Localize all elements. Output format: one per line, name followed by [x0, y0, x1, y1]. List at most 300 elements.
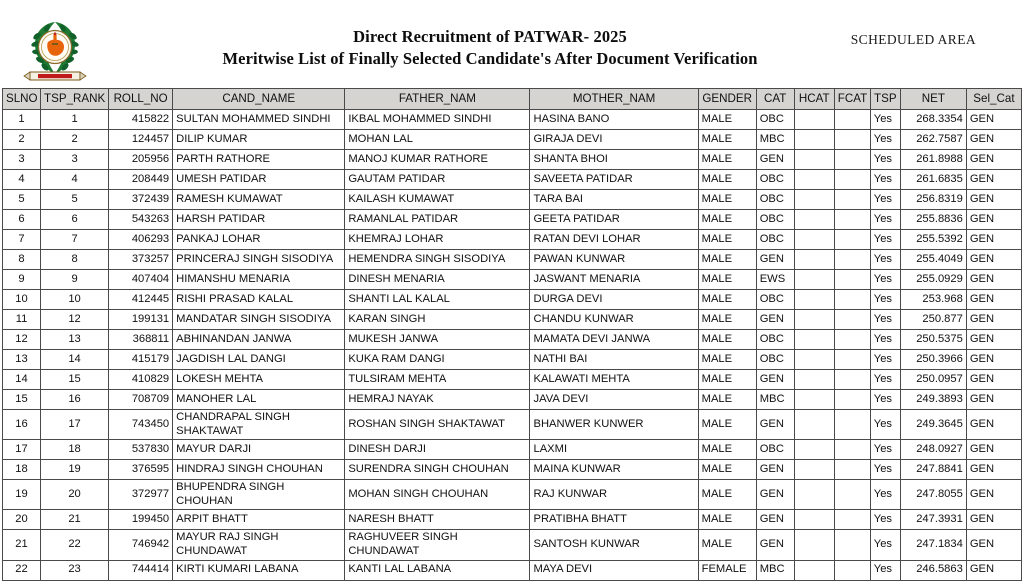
cell-cand-name: HIMANSHU MENARIA — [173, 270, 345, 290]
cell-gender: FEMALE — [698, 560, 756, 580]
cell-tsp: Yes — [870, 560, 900, 580]
cell-fcat — [834, 190, 870, 210]
table-row[interactable] — [3, 190, 1022, 210]
cell-tsp: Yes — [870, 370, 900, 390]
cell-tsp: Yes — [870, 210, 900, 230]
cell-sel-cat: GEN — [966, 230, 1021, 250]
cell-hcat — [794, 230, 834, 250]
cell-father-nam: GAUTAM PATIDAR — [345, 170, 530, 190]
cell-hcat — [794, 170, 834, 190]
cell-gender: MALE — [698, 150, 756, 170]
column-header-slno[interactable]: SLNO — [3, 89, 41, 110]
cell-net: 250.5375 — [900, 330, 966, 350]
cell-sel-cat: GEN — [966, 110, 1021, 130]
table-row[interactable] — [3, 460, 1022, 480]
cell-hcat — [794, 410, 834, 440]
cell-tsp: Yes — [870, 130, 900, 150]
cell-roll-no: 410829 — [109, 370, 173, 390]
cell-cand-name: ABHINANDAN JANWA — [173, 330, 345, 350]
cell-gender: MALE — [698, 290, 756, 310]
table-row[interactable] — [3, 480, 1022, 510]
cell-slno: 19 — [3, 480, 41, 510]
table-header-row — [3, 89, 1022, 110]
cell-cat: GEN — [756, 410, 794, 440]
cell-mother-nam: KALAWATI MEHTA — [530, 370, 698, 390]
cell-cat: OBC — [756, 210, 794, 230]
cell-cat: GEN — [756, 480, 794, 510]
cell-roll-no: 372439 — [109, 190, 173, 210]
cell-roll-no: 743450 — [109, 410, 173, 440]
cell-slno: 10 — [3, 290, 41, 310]
cell-father-nam: DINESH DARJI — [345, 440, 530, 460]
cell-tsp-rank: 10 — [41, 290, 109, 310]
cell-father-nam: SURENDRA SINGH CHOUHAN — [345, 460, 530, 480]
scheduled-area-label: SCHEDULED AREA — [850, 32, 976, 47]
cell-roll-no: 537830 — [109, 440, 173, 460]
cell-sel-cat: GEN — [966, 290, 1021, 310]
cell-net: 249.3893 — [900, 390, 966, 410]
cell-cand-name: PARTH RATHORE — [173, 150, 345, 170]
cell-slno: 14 — [3, 370, 41, 390]
cell-cand-name: RISHI PRASAD KALAL — [173, 290, 345, 310]
cell-fcat — [834, 510, 870, 530]
cell-gender: MALE — [698, 350, 756, 370]
cell-fcat — [834, 250, 870, 270]
cell-net: 248.0927 — [900, 440, 966, 460]
table-row[interactable] — [3, 530, 1022, 560]
cell-roll-no: 208449 — [109, 170, 173, 190]
cell-fcat — [834, 390, 870, 410]
cell-slno: 16 — [3, 410, 41, 440]
cell-tsp-rank: 1 — [41, 110, 109, 130]
cell-sel-cat: GEN — [966, 170, 1021, 190]
table-row[interactable] — [3, 440, 1022, 460]
cell-sel-cat: GEN — [966, 390, 1021, 410]
cell-roll-no: 746942 — [109, 530, 173, 560]
cell-net: 268.3354 — [900, 110, 966, 130]
cell-roll-no: 744414 — [109, 560, 173, 580]
cell-mother-nam: MAYA DEVI — [530, 560, 698, 580]
cell-father-nam: DINESH MENARIA — [345, 270, 530, 290]
cell-fcat — [834, 130, 870, 150]
cell-fcat — [834, 560, 870, 580]
column-header-father-nam[interactable]: FATHER_NAM — [345, 89, 530, 110]
cell-sel-cat: GEN — [966, 330, 1021, 350]
cell-cat: OBC — [756, 230, 794, 250]
cell-cat: EWS — [756, 270, 794, 290]
cell-tsp: Yes — [870, 510, 900, 530]
cell-slno: 3 — [3, 150, 41, 170]
cell-tsp-rank: 4 — [41, 170, 109, 190]
cell-father-nam: MANOJ KUMAR RATHORE — [345, 150, 530, 170]
cell-roll-no: 376595 — [109, 460, 173, 480]
cell-gender: MALE — [698, 530, 756, 560]
cell-sel-cat: GEN — [966, 530, 1021, 560]
cell-tsp: Yes — [870, 350, 900, 370]
cell-cat: OBC — [756, 190, 794, 210]
cell-fcat — [834, 110, 870, 130]
cell-cat: GEN — [756, 310, 794, 330]
cell-mother-nam: MAINA KUNWAR — [530, 460, 698, 480]
cell-cand-name: LOKESH MEHTA — [173, 370, 345, 390]
column-header-tsp[interactable]: TSP — [870, 89, 900, 110]
table-row[interactable] — [3, 230, 1022, 250]
cell-gender: MALE — [698, 370, 756, 390]
cell-father-nam: KUKA RAM DANGI — [345, 350, 530, 370]
cell-roll-no: 412445 — [109, 290, 173, 310]
cell-gender: MALE — [698, 410, 756, 440]
cell-mother-nam: LAXMI — [530, 440, 698, 460]
cell-cand-name: MANOHER LAL — [173, 390, 345, 410]
column-header-cand-name[interactable]: CAND_NAME — [173, 89, 345, 110]
cell-hcat — [794, 560, 834, 580]
cell-hcat — [794, 350, 834, 370]
cell-slno: 11 — [3, 310, 41, 330]
cell-fcat — [834, 330, 870, 350]
cell-mother-nam: RATAN DEVI LOHAR — [530, 230, 698, 250]
cell-father-nam: MOHAN LAL — [345, 130, 530, 150]
cell-cand-name: CHANDRAPAL SINGH SHAKTAWAT — [173, 410, 345, 440]
cell-hcat — [794, 130, 834, 150]
cell-mother-nam: SAVEETA PATIDAR — [530, 170, 698, 190]
cell-slno: 6 — [3, 210, 41, 230]
cell-net: 256.8319 — [900, 190, 966, 210]
cell-slno: 1 — [3, 110, 41, 130]
cell-gender: MALE — [698, 210, 756, 230]
cell-father-nam: KHEMRAJ LOHAR — [345, 230, 530, 250]
cell-gender: MALE — [698, 250, 756, 270]
cell-sel-cat: GEN — [966, 210, 1021, 230]
table-row[interactable] — [3, 350, 1022, 370]
merit-table-container — [0, 88, 1024, 581]
cell-father-nam: TULSIRAM MEHTA — [345, 370, 530, 390]
cell-hcat — [794, 510, 834, 530]
cell-cand-name: MAYUR RAJ SINGH CHUNDAWAT — [173, 530, 345, 560]
cell-tsp-rank: 12 — [41, 310, 109, 330]
cell-cat: OBC — [756, 170, 794, 190]
cell-fcat — [834, 270, 870, 290]
cell-father-nam: KARAN SINGH — [345, 310, 530, 330]
cell-hcat — [794, 530, 834, 560]
cell-tsp: Yes — [870, 310, 900, 330]
cell-sel-cat: GEN — [966, 150, 1021, 170]
cell-tsp: Yes — [870, 390, 900, 410]
cell-hcat — [794, 460, 834, 480]
table-row[interactable] — [3, 130, 1022, 150]
cell-net: 255.5392 — [900, 230, 966, 250]
cell-cand-name: BHUPENDRA SINGH CHOUHAN — [173, 480, 345, 510]
table-row[interactable] — [3, 330, 1022, 350]
cell-tsp-rank: 15 — [41, 370, 109, 390]
cell-slno: 22 — [3, 560, 41, 580]
cell-gender: MALE — [698, 310, 756, 330]
cell-net: 246.5863 — [900, 560, 966, 580]
cell-cat: OBC — [756, 290, 794, 310]
column-header-gender[interactable]: GENDER — [698, 89, 756, 110]
cell-mother-nam: TARA BAI — [530, 190, 698, 210]
cell-tsp: Yes — [870, 440, 900, 460]
cell-tsp: Yes — [870, 330, 900, 350]
cell-sel-cat: GEN — [966, 190, 1021, 210]
cell-father-nam: NARESH BHATT — [345, 510, 530, 530]
cell-gender: MALE — [698, 170, 756, 190]
cell-father-nam: IKBAL MOHAMMED SINDHI — [345, 110, 530, 130]
cell-cand-name: KIRTI KUMARI LABANA — [173, 560, 345, 580]
cell-tsp-rank: 13 — [41, 330, 109, 350]
cell-tsp-rank: 17 — [41, 410, 109, 440]
cell-gender: MALE — [698, 460, 756, 480]
cell-slno: 17 — [3, 440, 41, 460]
table-row[interactable] — [3, 170, 1022, 190]
cell-roll-no: 199131 — [109, 310, 173, 330]
table-body — [3, 110, 1022, 581]
cell-gender: MALE — [698, 510, 756, 530]
column-header-sel-cat[interactable]: Sel_Cat — [966, 89, 1021, 110]
column-header-cat[interactable]: CAT — [756, 89, 794, 110]
column-header-fcat[interactable]: FCAT — [834, 89, 870, 110]
cell-sel-cat: GEN — [966, 310, 1021, 330]
cell-fcat — [834, 150, 870, 170]
cell-father-nam: HEMRAJ NAYAK — [345, 390, 530, 410]
cell-cand-name: MANDATAR SINGH SISODIYA — [173, 310, 345, 330]
column-header-tsp-rank[interactable]: TSP_RANK — [41, 89, 109, 110]
cell-father-nam: KANTI LAL LABANA — [345, 560, 530, 580]
cell-father-nam: RAMANLAL PATIDAR — [345, 210, 530, 230]
cell-hcat — [794, 440, 834, 460]
cell-tsp-rank: 2 — [41, 130, 109, 150]
table-row[interactable] — [3, 410, 1022, 440]
cell-hcat — [794, 390, 834, 410]
cell-cand-name: JAGDISH LAL DANGI — [173, 350, 345, 370]
cell-gender: MALE — [698, 130, 756, 150]
cell-mother-nam: CHANDU KUNWAR — [530, 310, 698, 330]
cell-mother-nam: NATHI BAI — [530, 350, 698, 370]
cell-roll-no: 543263 — [109, 210, 173, 230]
cell-tsp-rank: 19 — [41, 460, 109, 480]
page-title — [160, 26, 820, 70]
cell-mother-nam: DURGA DEVI — [530, 290, 698, 310]
title-line-2: Meritwise List of Finally Selected Candidate's After Document Verification — [222, 49, 758, 68]
cell-cat: GEN — [756, 530, 794, 560]
cell-slno: 15 — [3, 390, 41, 410]
column-header-hcat[interactable]: HCAT — [794, 89, 834, 110]
rajasthan-government-emblem-icon — [22, 16, 88, 84]
cell-cat: MBC — [756, 130, 794, 150]
cell-cand-name: PRINCERAJ SINGH SISODIYA — [173, 250, 345, 270]
table-row[interactable] — [3, 110, 1022, 130]
cell-hcat — [794, 210, 834, 230]
cell-roll-no: 124457 — [109, 130, 173, 150]
cell-father-nam: SHANTI LAL KALAL — [345, 290, 530, 310]
cell-cat: MBC — [756, 560, 794, 580]
cell-fcat — [834, 480, 870, 510]
cell-sel-cat: GEN — [966, 510, 1021, 530]
table-row[interactable] — [3, 310, 1022, 330]
cell-net: 249.3645 — [900, 410, 966, 440]
column-header-roll-no[interactable]: ROLL_NO — [109, 89, 173, 110]
cell-father-nam: MOHAN SINGH CHOUHAN — [345, 480, 530, 510]
cell-sel-cat: GEN — [966, 440, 1021, 460]
cell-roll-no: 372977 — [109, 480, 173, 510]
cell-tsp: Yes — [870, 530, 900, 560]
table-row[interactable] — [3, 370, 1022, 390]
cell-gender: MALE — [698, 190, 756, 210]
cell-net: 247.1834 — [900, 530, 966, 560]
cell-tsp: Yes — [870, 170, 900, 190]
cell-tsp-rank: 8 — [41, 250, 109, 270]
cell-fcat — [834, 460, 870, 480]
cell-tsp-rank: 22 — [41, 530, 109, 560]
cell-sel-cat: GEN — [966, 130, 1021, 150]
cell-tsp-rank: 16 — [41, 390, 109, 410]
cell-cat: GEN — [756, 250, 794, 270]
cell-hcat — [794, 190, 834, 210]
cell-roll-no: 373257 — [109, 250, 173, 270]
cell-father-nam: MUKESH JANWA — [345, 330, 530, 350]
table-row[interactable] — [3, 270, 1022, 290]
cell-tsp: Yes — [870, 410, 900, 440]
cell-gender: MALE — [698, 480, 756, 510]
cell-slno: 7 — [3, 230, 41, 250]
cell-tsp: Yes — [870, 150, 900, 170]
cell-mother-nam: RAJ KUNWAR — [530, 480, 698, 510]
cell-father-nam: RAGHUVEER SINGH CHUNDAWAT — [345, 530, 530, 560]
table-row[interactable] — [3, 250, 1022, 270]
cell-tsp: Yes — [870, 480, 900, 510]
cell-tsp-rank: 20 — [41, 480, 109, 510]
table-row[interactable] — [3, 150, 1022, 170]
cell-hcat — [794, 290, 834, 310]
cell-cand-name: ARPIT BHATT — [173, 510, 345, 530]
cell-hcat — [794, 480, 834, 510]
cell-cat: OBC — [756, 350, 794, 370]
cell-slno: 12 — [3, 330, 41, 350]
cell-cand-name: HINDRAJ SINGH CHOUHAN — [173, 460, 345, 480]
cell-fcat — [834, 310, 870, 330]
cell-slno: 5 — [3, 190, 41, 210]
cell-fcat — [834, 350, 870, 370]
cell-cat: OBC — [756, 440, 794, 460]
cell-slno: 4 — [3, 170, 41, 190]
cell-cand-name: HARSH PATIDAR — [173, 210, 345, 230]
cell-net: 247.3931 — [900, 510, 966, 530]
cell-roll-no: 708709 — [109, 390, 173, 410]
cell-net: 253.968 — [900, 290, 966, 310]
cell-sel-cat: GEN — [966, 480, 1021, 510]
cell-slno: 8 — [3, 250, 41, 270]
cell-hcat — [794, 370, 834, 390]
cell-net: 261.8988 — [900, 150, 966, 170]
cell-tsp: Yes — [870, 270, 900, 290]
cell-tsp: Yes — [870, 230, 900, 250]
cell-tsp: Yes — [870, 250, 900, 270]
cell-tsp-rank: 18 — [41, 440, 109, 460]
cell-net: 250.3966 — [900, 350, 966, 370]
cell-tsp-rank: 6 — [41, 210, 109, 230]
cell-tsp-rank: 9 — [41, 270, 109, 290]
cell-tsp-rank: 14 — [41, 350, 109, 370]
table-row[interactable] — [3, 290, 1022, 310]
cell-gender: MALE — [698, 110, 756, 130]
cell-tsp: Yes — [870, 290, 900, 310]
cell-roll-no: 407404 — [109, 270, 173, 290]
cell-mother-nam: MAMATA DEVI JANWA — [530, 330, 698, 350]
cell-father-nam: KAILASH KUMAWAT — [345, 190, 530, 210]
cell-cat: GEN — [756, 510, 794, 530]
cell-hcat — [794, 310, 834, 330]
cell-cat: OBC — [756, 110, 794, 130]
cell-roll-no: 415822 — [109, 110, 173, 130]
cell-sel-cat: GEN — [966, 560, 1021, 580]
cell-fcat — [834, 230, 870, 250]
cell-tsp-rank: 23 — [41, 560, 109, 580]
cell-father-nam: HEMENDRA SINGH SISODIYA — [345, 250, 530, 270]
cell-roll-no: 205956 — [109, 150, 173, 170]
cell-tsp: Yes — [870, 190, 900, 210]
cell-sel-cat: GEN — [966, 460, 1021, 480]
cell-fcat — [834, 530, 870, 560]
table-row[interactable] — [3, 560, 1022, 580]
cell-net: 250.0957 — [900, 370, 966, 390]
cell-mother-nam: PRATIBHA BHATT — [530, 510, 698, 530]
cell-cand-name: PANKAJ LOHAR — [173, 230, 345, 250]
column-header-mother-nam[interactable]: MOTHER_NAM — [530, 89, 698, 110]
cell-net: 261.6835 — [900, 170, 966, 190]
cell-tsp: Yes — [870, 460, 900, 480]
cell-tsp-rank: 5 — [41, 190, 109, 210]
cell-tsp: Yes — [870, 110, 900, 130]
cell-mother-nam: GIRAJA DEVI — [530, 130, 698, 150]
cell-net: 262.7587 — [900, 130, 966, 150]
cell-sel-cat: GEN — [966, 270, 1021, 290]
cell-sel-cat: GEN — [966, 410, 1021, 440]
cell-tsp-rank: 21 — [41, 510, 109, 530]
cell-fcat — [834, 370, 870, 390]
cell-sel-cat: GEN — [966, 250, 1021, 270]
cell-cand-name: MAYUR DARJI — [173, 440, 345, 460]
cell-net: 250.877 — [900, 310, 966, 330]
cell-net: 255.0929 — [900, 270, 966, 290]
cell-tsp-rank: 3 — [41, 150, 109, 170]
cell-net: 247.8055 — [900, 480, 966, 510]
cell-gender: MALE — [698, 330, 756, 350]
cell-mother-nam: HASINA BANO — [530, 110, 698, 130]
table-row[interactable] — [3, 210, 1022, 230]
cell-net: 255.8836 — [900, 210, 966, 230]
cell-cat: OBC — [756, 330, 794, 350]
cell-cat: GEN — [756, 370, 794, 390]
cell-sel-cat: GEN — [966, 350, 1021, 370]
table-row[interactable] — [3, 510, 1022, 530]
cell-slno: 20 — [3, 510, 41, 530]
cell-hcat — [794, 330, 834, 350]
cell-net: 247.8841 — [900, 460, 966, 480]
cell-cand-name: DILIP KUMAR — [173, 130, 345, 150]
cell-slno: 2 — [3, 130, 41, 150]
cell-slno: 13 — [3, 350, 41, 370]
cell-fcat — [834, 440, 870, 460]
cell-cat: MBC — [756, 390, 794, 410]
column-header-net[interactable]: NET — [900, 89, 966, 110]
cell-cand-name: UMESH PATIDAR — [173, 170, 345, 190]
cell-fcat — [834, 170, 870, 190]
cell-roll-no: 406293 — [109, 230, 173, 250]
cell-hcat — [794, 150, 834, 170]
table-row[interactable] — [3, 390, 1022, 410]
cell-hcat — [794, 250, 834, 270]
cell-mother-nam: BHANWER KUNWER — [530, 410, 698, 440]
cell-father-nam: ROSHAN SINGH SHAKTAWAT — [345, 410, 530, 440]
